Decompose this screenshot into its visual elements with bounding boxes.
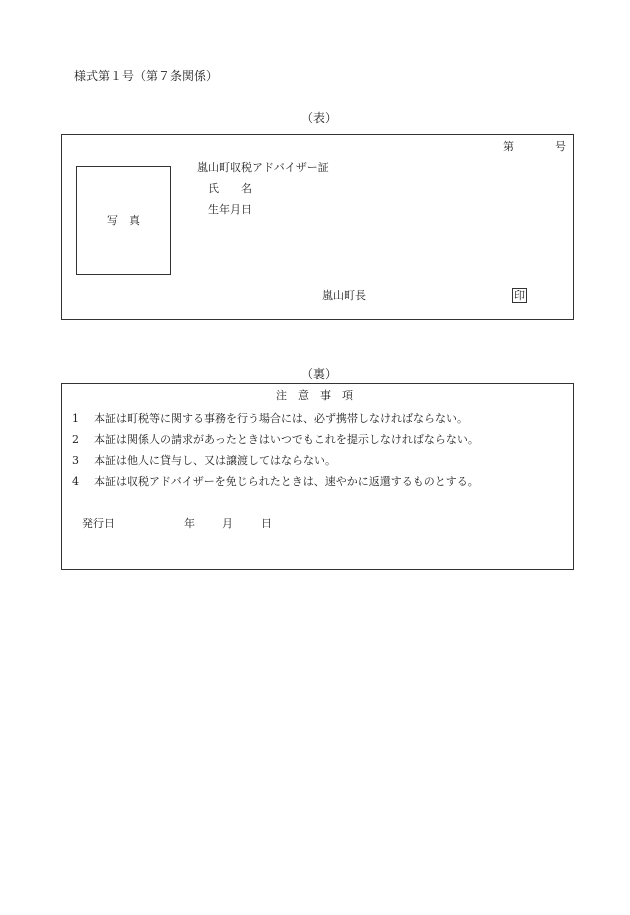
note-number: 1 (72, 412, 79, 425)
number-label-dai: 第 (503, 140, 514, 153)
day-label: 日 (261, 517, 272, 530)
issuer-label: 嵐山町長 (322, 289, 366, 302)
birthdate-label: 生年月日 (208, 203, 252, 216)
note-number: 3 (72, 454, 79, 467)
card-title: 嵐山町収税アドバイザー証 (197, 161, 329, 174)
notes-title: 注 意 事 項 (276, 389, 353, 402)
number-label-go: 号 (555, 140, 566, 153)
note-number: 4 (72, 475, 79, 488)
back-heading: （裏） (301, 367, 338, 381)
note-text: 本証は町税等に関する事務を行う場合には、必ず携帯しなければならない。 (94, 412, 468, 425)
year-label: 年 (184, 517, 195, 530)
note-text: 本証は関係人の請求があったときはいつでもこれを提示しなければならない。 (94, 433, 479, 446)
photo-label: 写 真 (107, 214, 140, 227)
note-text: 本証は収税アドバイザーを免じられたときは、速やかに返還するものとする。 (94, 475, 479, 488)
note-number: 2 (72, 433, 79, 446)
seal-mark: 印 (514, 289, 525, 302)
issue-date-label: 発行日 (82, 517, 115, 530)
name-label: 氏 名 (208, 182, 252, 195)
note-text: 本証は他人に貸与し、又は譲渡してはならない。 (94, 454, 336, 467)
front-heading: （表） (301, 111, 338, 125)
form-title: 様式第１号（第７条関係） (74, 69, 219, 83)
month-label: 月 (222, 517, 233, 530)
